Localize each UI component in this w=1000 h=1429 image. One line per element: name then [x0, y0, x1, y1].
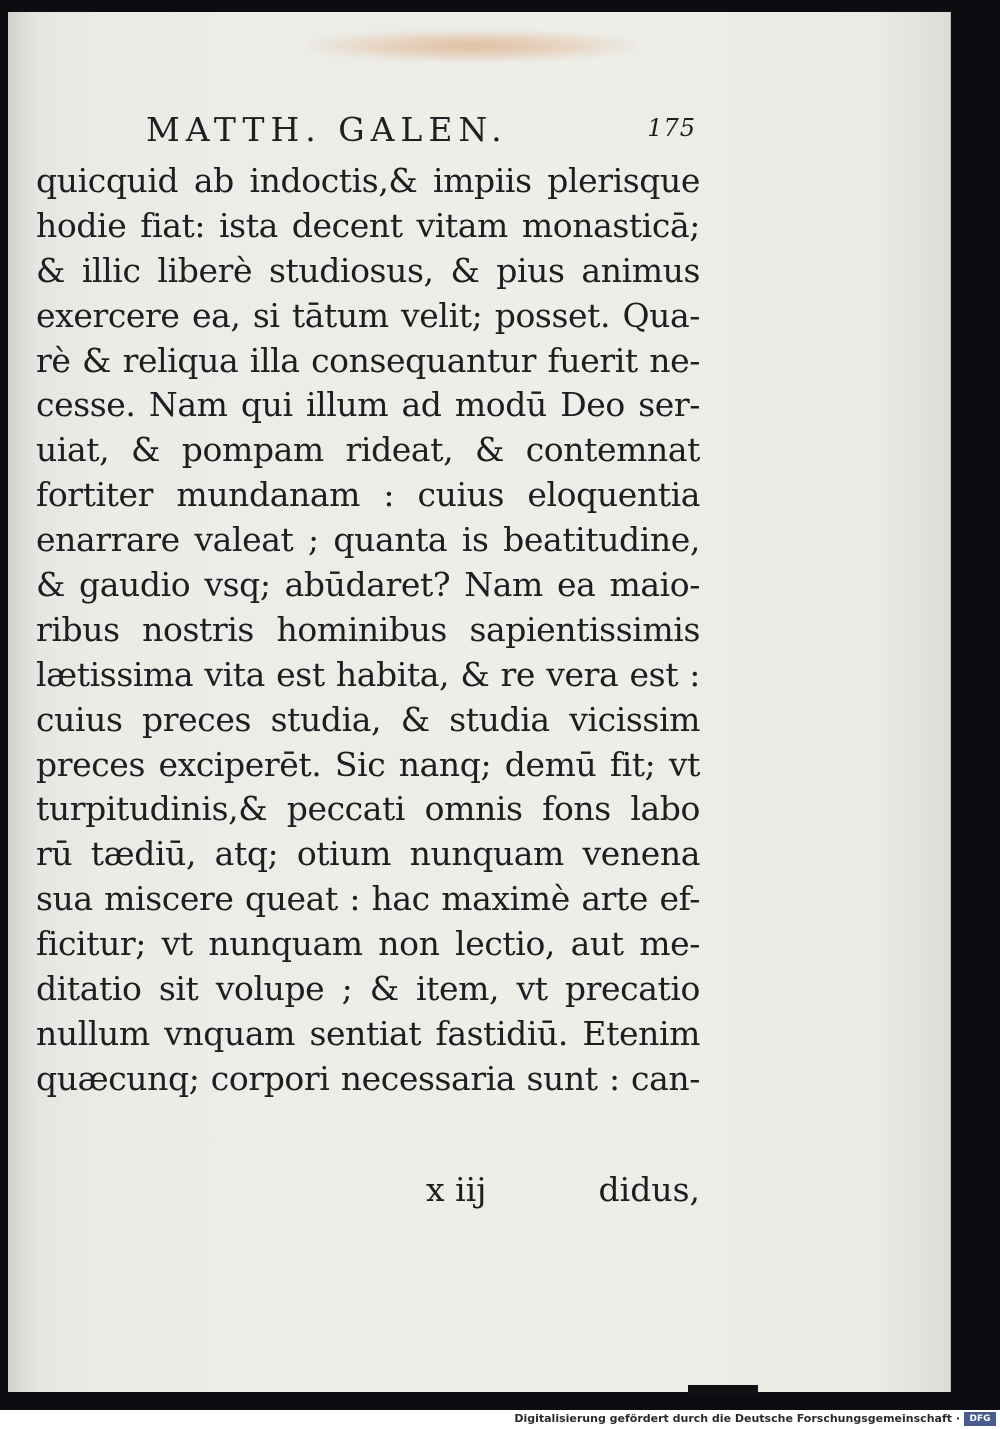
text-line: cuius preces studia, & studia vicissim: [36, 699, 700, 739]
catch-line: [36, 1170, 700, 1216]
page-number: 175: [647, 114, 696, 142]
body-text: [36, 159, 700, 1102]
text-line: hodie fiat: ista decent vitam monasticā;: [36, 205, 700, 245]
text-line: sua miscere queat : hac maximè arte ef-: [36, 879, 700, 919]
footer-bar: [0, 1410, 1000, 1429]
top-stain: [308, 30, 638, 62]
text-line: ribus nostris hominibus sapientissimis: [36, 609, 700, 649]
text-line: lætissima vita est habita, & re vera est :: [36, 654, 700, 694]
text-line: nullum vnquam sentiat fastidiū. Etenim: [36, 1013, 700, 1053]
text-line: exercere ea, si tātum velit; posset. Qua-: [36, 295, 700, 335]
text-line: quæcunq; corpori necessaria sunt : can-: [36, 1058, 700, 1098]
text-line: rè & reliqua illa consequantur fuerit ne-: [36, 340, 700, 380]
text-line: rū tædiū, atq; otium nunquam venena: [36, 834, 700, 874]
text-line: & illic liberè studiosus, & pius animus: [36, 250, 700, 290]
text-line: ficitur; vt nunquam non lectio, aut me-: [36, 924, 700, 964]
text-line: ditatio sit volupe ; & item, vt precatio: [36, 969, 700, 1009]
text-line: quicquid ab indoctis,& impiis plerisque: [36, 161, 700, 200]
funding-credit: Digitalisierung gefördert durch die Deutsche Forschungsgemeinschaft ·: [514, 1412, 960, 1425]
text-line: fortiter mundanam : cuius eloquentia: [36, 475, 700, 515]
text-line: preces exciperēt. Sic nanq; demū fit; vt: [36, 744, 700, 784]
dfg-logo-icon: DFG: [964, 1412, 996, 1426]
page-edge-mark: [688, 1385, 758, 1397]
catchword: didus,: [598, 1170, 700, 1209]
text-line: uiat, & pompam rideat, & contemnat: [36, 430, 700, 470]
signature-mark: x iij: [426, 1170, 487, 1209]
running-head: [146, 110, 706, 156]
running-title: MATTH. GALEN.: [146, 110, 508, 149]
text-line: cesse. Nam qui illum ad modū Deo ser-: [36, 385, 700, 425]
book-page: [8, 12, 951, 1392]
text-line: enarrare valeat ; quanta is beatitudine,: [36, 520, 700, 560]
text-line: turpitudinis,& peccati omnis fons labo: [36, 789, 700, 829]
text-line: & gaudio vsq; abūdaret? Nam ea maio-: [36, 565, 700, 605]
